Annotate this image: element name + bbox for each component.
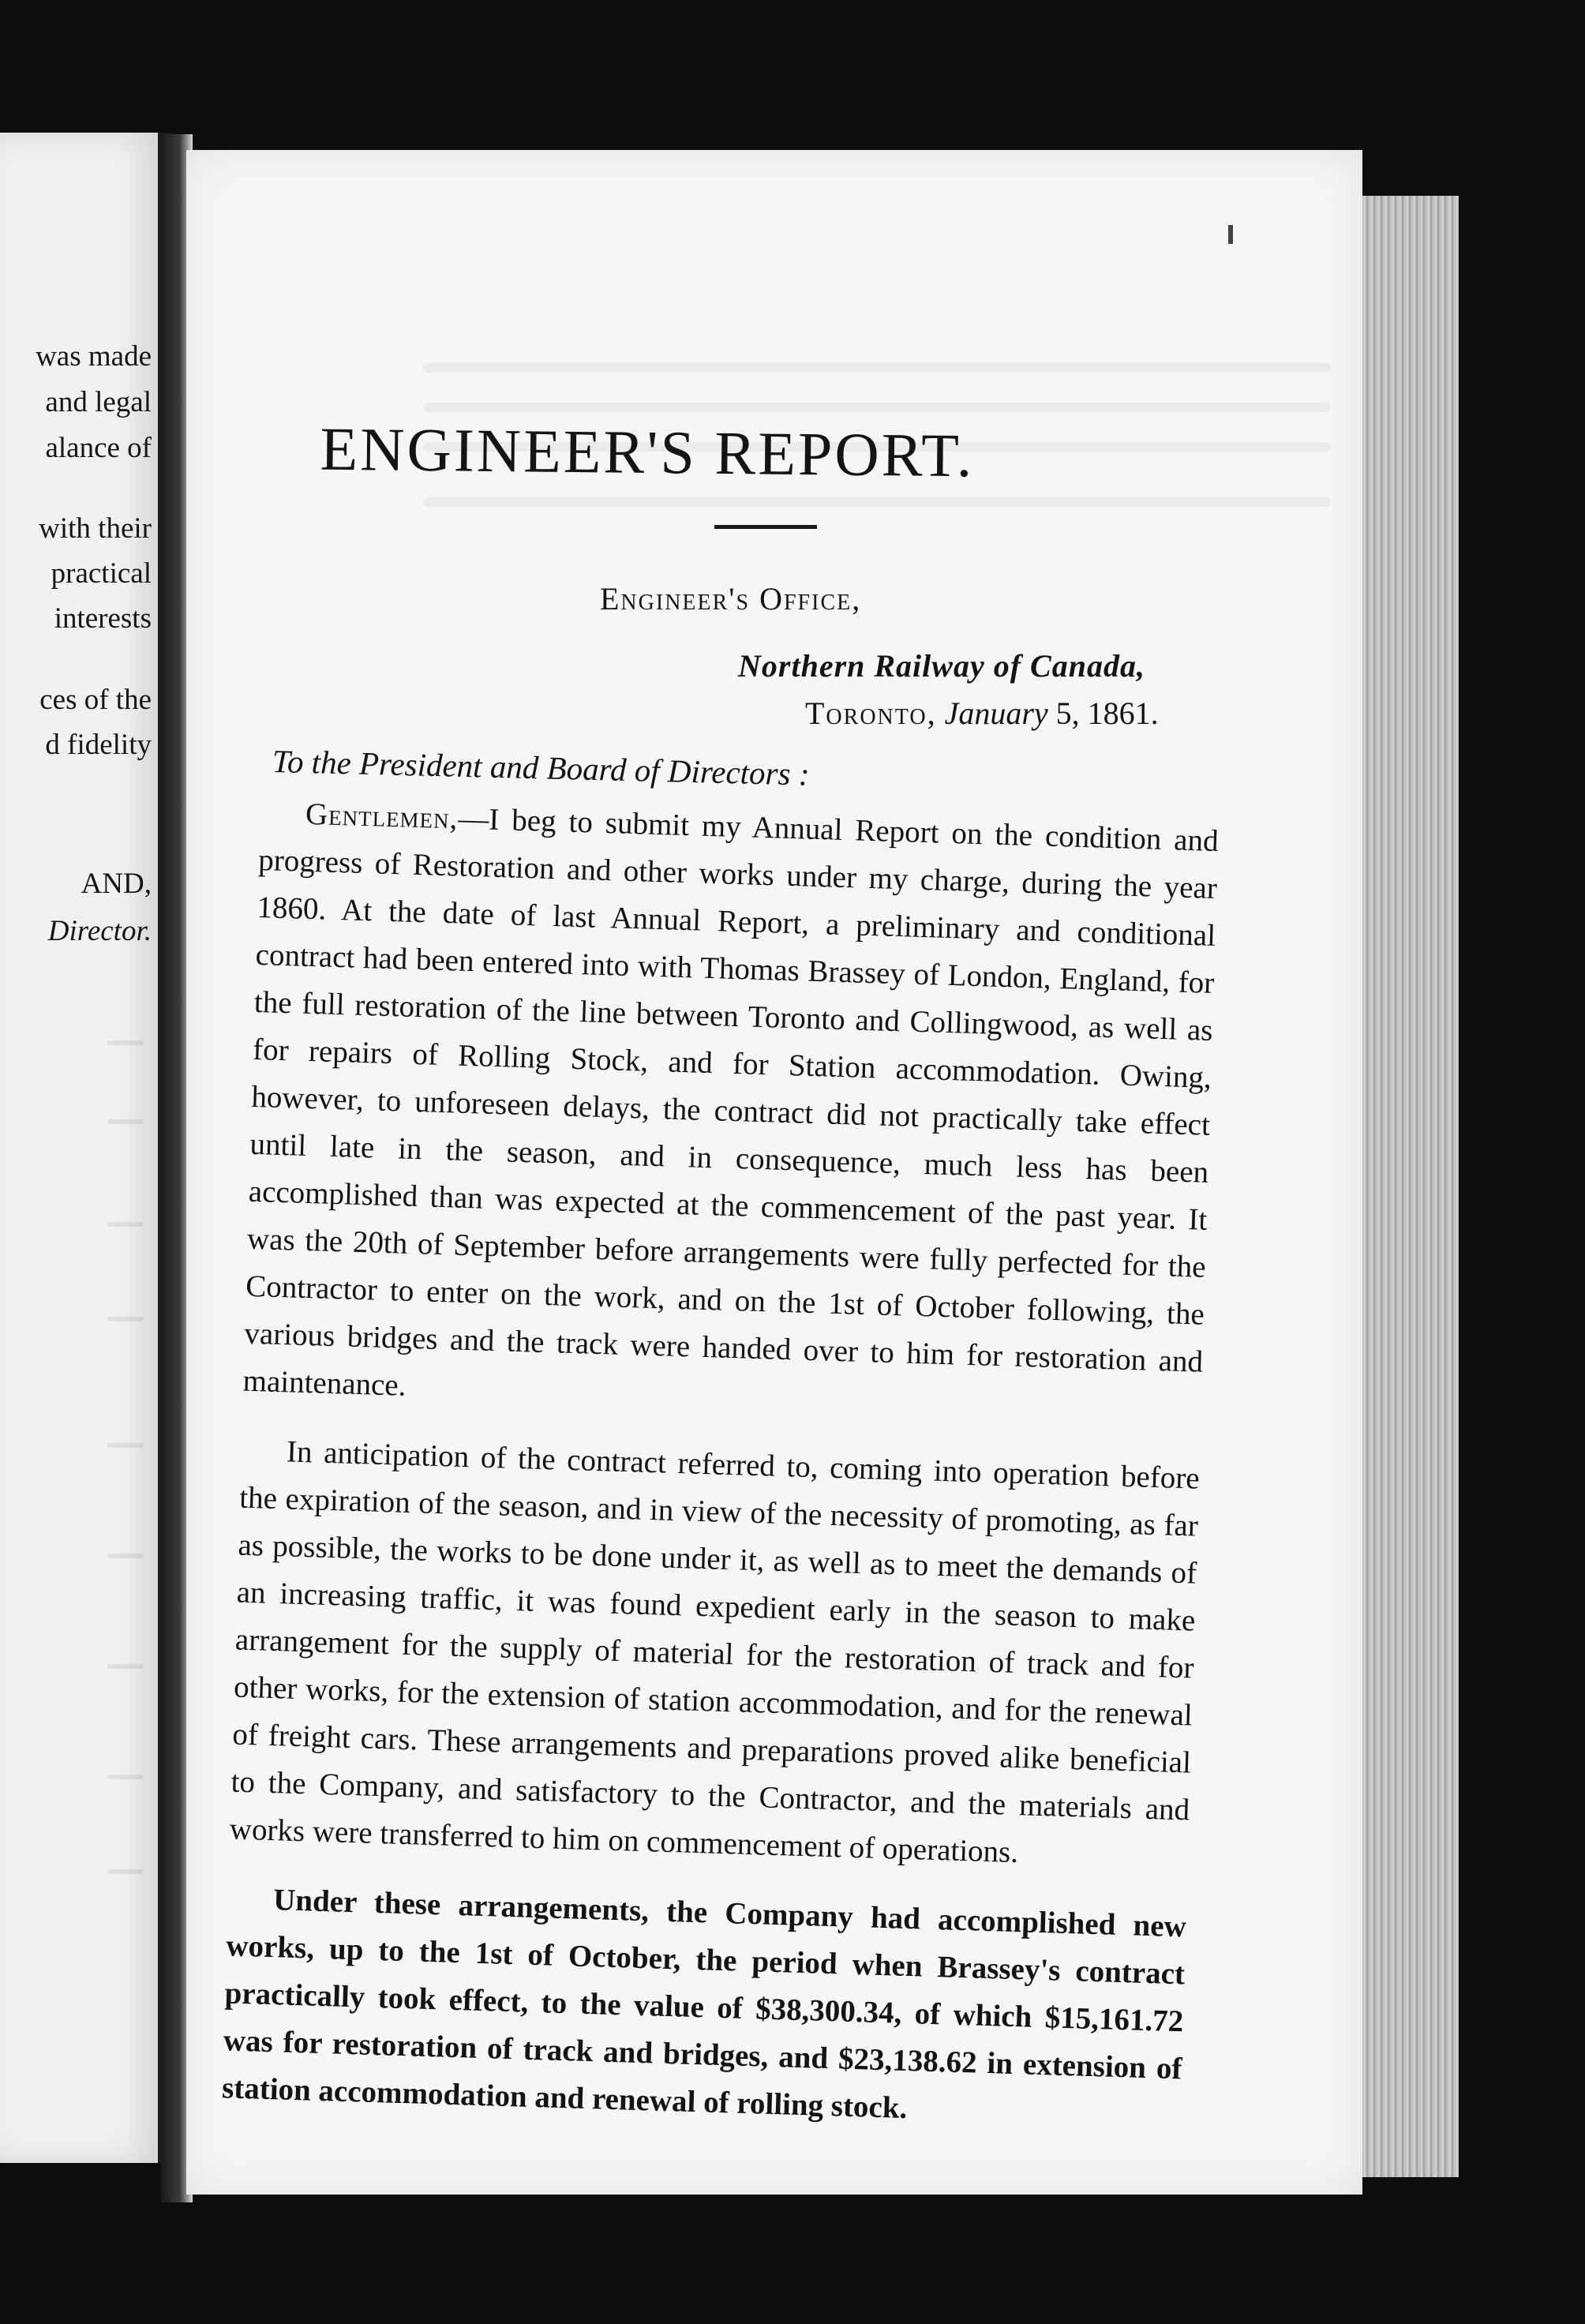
- left-line-8: d fidelity: [45, 729, 152, 761]
- salutation: To the President and Board of Directors :: [272, 743, 811, 793]
- paragraph-1: [242, 789, 1220, 1434]
- left-line-5: practical: [51, 557, 152, 590]
- left-line-9: AND,: [81, 868, 152, 900]
- date-rest: 5, 1861.: [1055, 695, 1159, 731]
- page-edges: [1362, 196, 1459, 2177]
- left-line-4: with their: [39, 512, 152, 545]
- date-line: [805, 695, 1159, 732]
- left-line-10: Director.: [47, 915, 152, 947]
- paragraph-3: Under these arrangements, the Company had accomplished new works, up to the 1st of October, the period when Brassey's contract practically took effect, to the value of $38,300.34, of which $15,161.72 was for restoration of track and bridges, and $23,138.62 in extension of station accommodation and renewal of rolling stock.: [221, 1883, 1187, 2126]
- report-body: [220, 789, 1219, 2162]
- greeting: Gentlemen,: [305, 797, 459, 836]
- left-line-2: and legal: [45, 386, 152, 418]
- left-line-7: ces of the: [39, 684, 152, 716]
- date-month: January: [944, 695, 1048, 731]
- left-line-3: alance of: [45, 432, 152, 464]
- office-line: Engineer's Office,: [600, 581, 862, 617]
- left-line-1: was made: [36, 340, 152, 373]
- railway-line: Northern Railway of Canada,: [738, 648, 1145, 684]
- previous-page-fragment: [0, 133, 172, 2163]
- page-title: ENGINEER'S REPORT.: [320, 414, 975, 490]
- paragraph-1-text: —I beg to submit my Annual Report on the condition and progress of Restoration and other works under my charge, during the year 1860. At the date of last Annual Report, a preliminary and conditional contract had been entered into with Thomas Brassey of London, England, for the full restoration of the line between Toronto and Collingwood, as well as for repairs of Rolling Stock, and for Station accommodation. Owing, however, to unforeseen delays, the contract did not practically take effect until late in the season, and in consequence, much less has been accomplished than was expected at the commencement of the past year. It was the 20th of September before arrangements were fully perfected for the Contractor to enter on the work, and on the 1st of October following, the various bridges and the track were handed over to him for restoration and maintenance.: [242, 801, 1220, 1403]
- left-line-6: interests: [54, 602, 152, 635]
- paragraph-2: In anticipation of the contract referred to, coming into operation before the expiration of the season, and in view of the necessity of promoting, as far as possible, the works to be done under it, as well as to meet the demands of an increasing traffic, it was found expedient early in the season to make arrangement for the supply of material for the restoration of track and for other works, for the extension of station accommodation, and for the renewal of freight cars. These arrangements and preparations proved alike beneficial to the Company, and satisfactory to the Contractor, and the materials and works were transferred to him on commencement of operations.: [229, 1434, 1201, 1870]
- page-mark: [1228, 225, 1233, 244]
- city: Toronto,: [805, 695, 937, 731]
- title-rule: [714, 525, 817, 529]
